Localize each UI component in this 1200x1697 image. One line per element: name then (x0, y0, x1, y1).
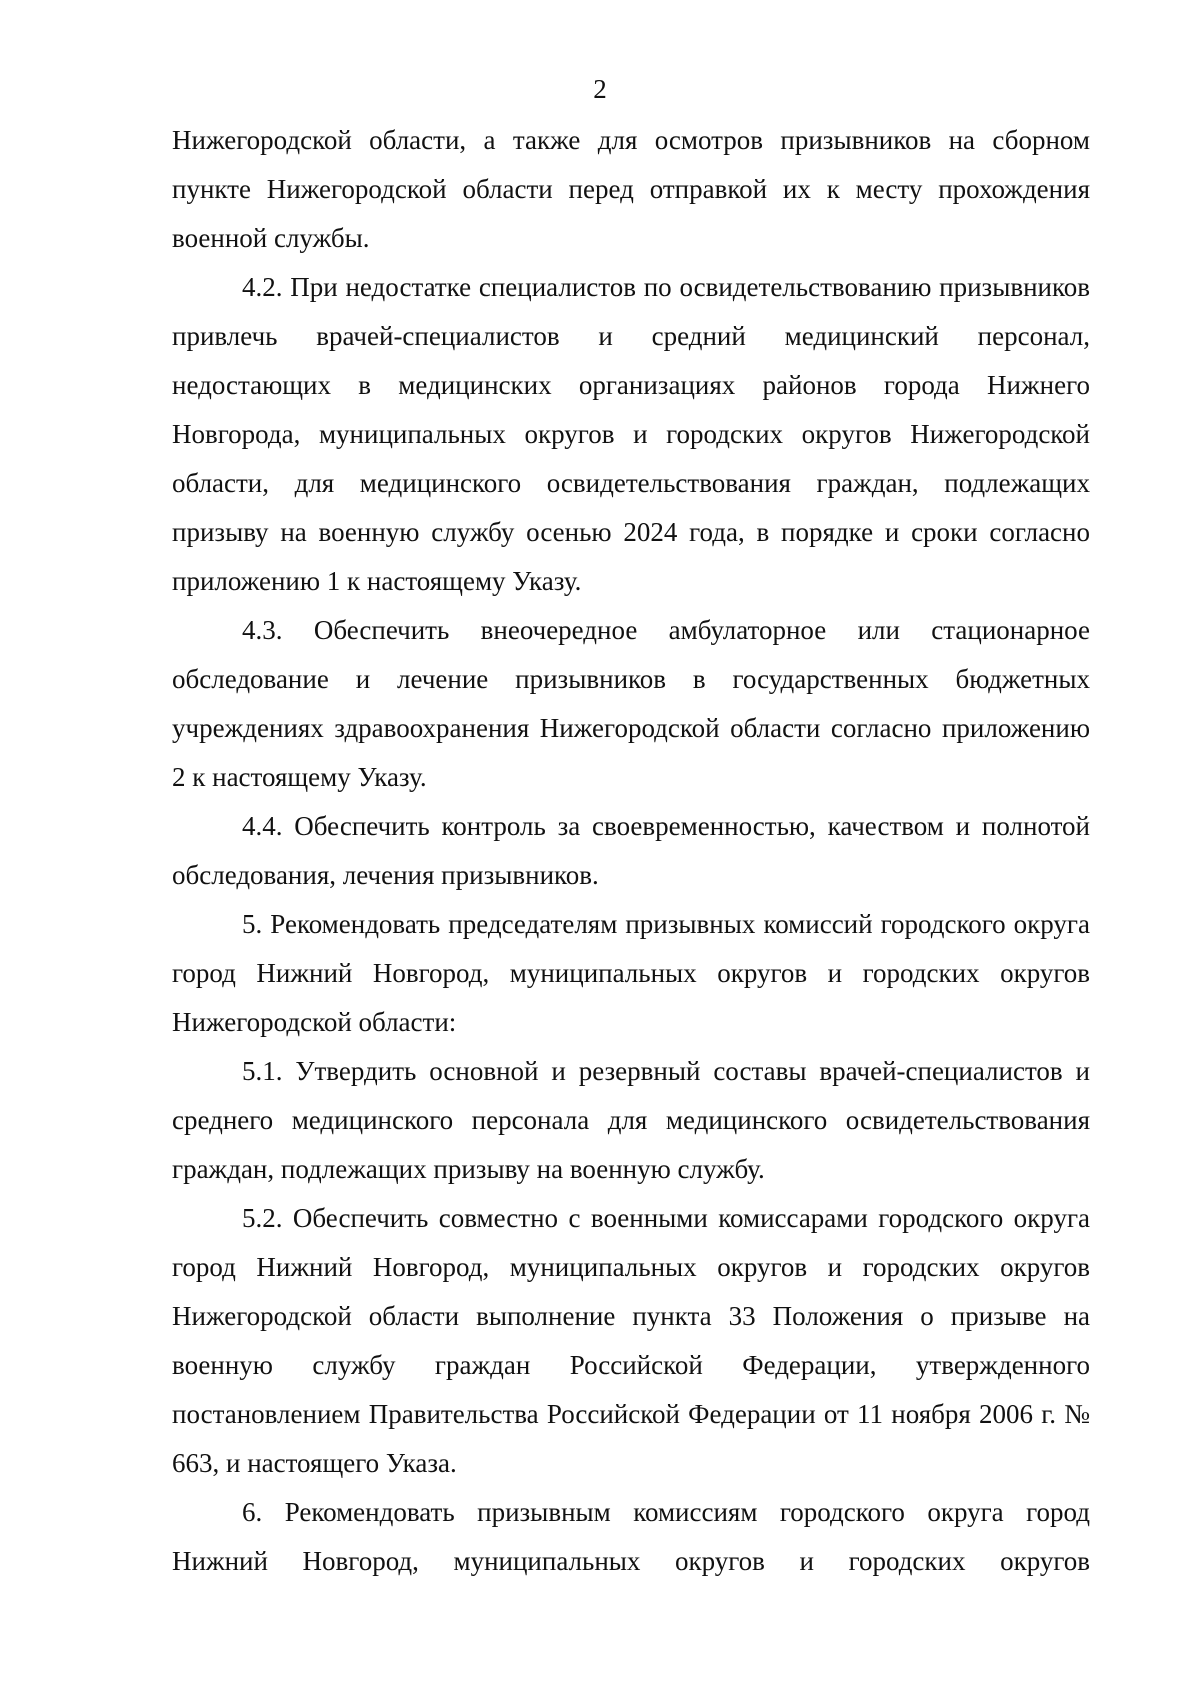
paragraph-4-2: 4.2. При недостатке специалистов по освидетельствованию призывников привлечь врачей-специалистов и средний медицинский персонал, недостающих в медицинских организациях районов города Нижнего Новгорода, муниципальных округов и городских округов Нижегородской области, для медицинского освидетельствования граждан, подлежащих призыву на военную службу осенью 2024 года, в порядке и сроки согласно приложению 1 к настоящему Указу. (172, 272, 1090, 596)
paragraph-continuation: Нижегородской области, а также для осмотров призывников на сборном пункте Нижегородской области перед отправкой их к месту прохождения военной службы. (172, 125, 1090, 253)
paragraph-4-4: 4.4. Обеспечить контроль за своевременностью, качеством и полнотой обследования, лечения призывников. (172, 811, 1090, 890)
paragraph-5-1: 5.1. Утвердить основной и резервный составы врачей-специалистов и среднего медицинского персонала для медицинского освидетельствования граждан, подлежащих призыву на военную службу. (172, 1056, 1090, 1184)
paragraph-5: 5. Рекомендовать председателям призывных комиссий городского округа город Нижний Новгород, муниципальных округов и городских округов Нижегородской области: (172, 909, 1090, 1037)
paragraph-4-3: 4.3. Обеспечить внеочередное амбулаторное или стационарное обследование и лечение призывников в государственных бюджетных учреждениях здравоохранения Нижегородской области согласно приложению 2 к настоящему Указу. (172, 615, 1090, 792)
document-body (172, 116, 1090, 1586)
paragraph-5-2: 5.2. Обеспечить совместно с военными комиссарами городского округа город Нижний Новгород, муниципальных округов и городских округов Нижегородской области выполнение пункта 33 Положения о призыве на военную службу граждан Российской Федерации, утвержденного постановлением Правительства Российской Федерации от 11 ноября 2006 г. № 663, и настоящего Указа. (172, 1203, 1090, 1478)
paragraph-6: 6. Рекомендовать призывным комиссиям городского округа город Нижний Новгород, муниципальных округов и городских округов (172, 1497, 1090, 1576)
page-number: 2 (593, 74, 607, 104)
